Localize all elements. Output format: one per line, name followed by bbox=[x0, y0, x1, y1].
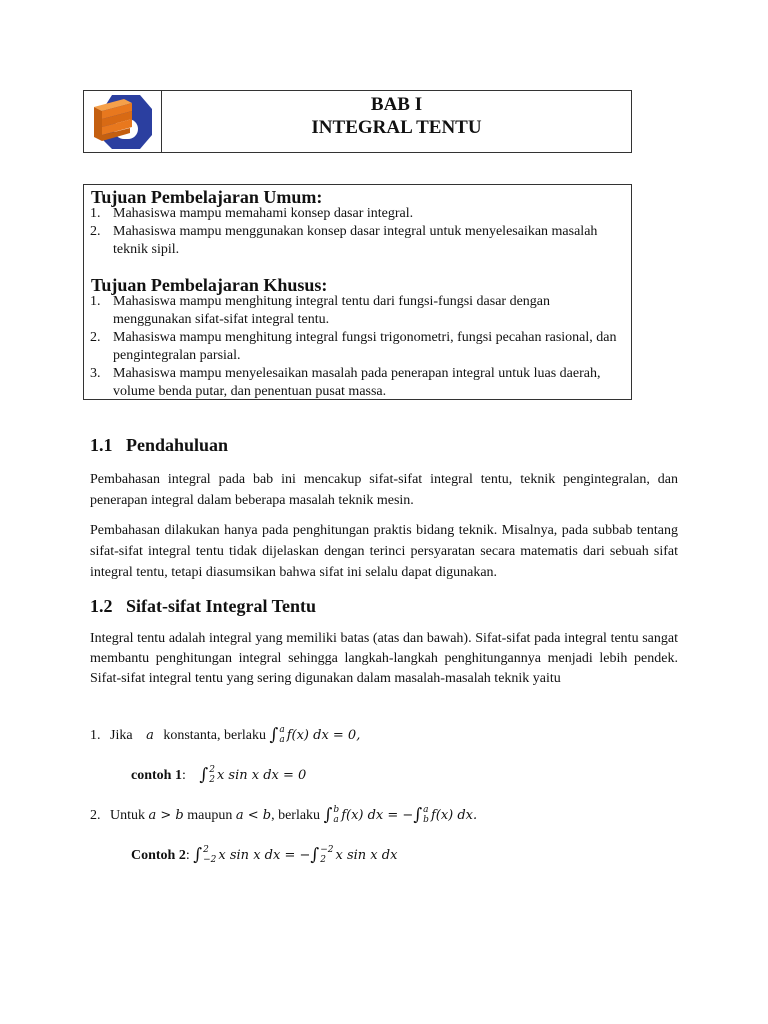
example-colon: : bbox=[185, 848, 190, 863]
paragraph: Pembahasan integral pada bab ini mencakup sifat-sifat integral tentu, teknik pengintegralan, dan penerapan integral dalam beberapa masalah teknik mesin. bbox=[90, 472, 678, 508]
integrand: f(x) dx = − bbox=[341, 808, 414, 823]
section-heading-sifat bbox=[90, 595, 316, 617]
section-title: Pendahuluan bbox=[126, 435, 229, 455]
lower-limit: 2 bbox=[320, 854, 326, 865]
integral-formula bbox=[323, 804, 478, 825]
integral-sign-icon: ∫ bbox=[199, 765, 209, 785]
specific-objectives-list bbox=[90, 293, 621, 401]
integral-sign-icon: ∫ bbox=[323, 805, 333, 825]
list-item bbox=[90, 329, 621, 365]
list-item bbox=[90, 365, 621, 401]
integral-formula bbox=[269, 724, 361, 745]
property-2 bbox=[90, 803, 477, 827]
integral-sign-icon: ∫ bbox=[310, 845, 320, 865]
lower-limit: 2 bbox=[209, 774, 215, 785]
item-text: Mahasiswa mampu menghitung integral fungsi trigonometri, fungsi pecahan rasional, dan pengintegralan parsial. bbox=[113, 330, 617, 363]
upper-limit: a bbox=[279, 724, 285, 735]
logo-cell bbox=[84, 91, 162, 152]
berlaku-text: , berlaku bbox=[271, 808, 321, 823]
lower-limit: −2 bbox=[203, 854, 217, 865]
list-item bbox=[90, 205, 621, 223]
integrand: x sin x dx = 0 bbox=[216, 768, 307, 783]
item-number: 1. bbox=[90, 294, 101, 309]
list-item bbox=[90, 293, 621, 329]
lower-limit: a bbox=[279, 734, 285, 745]
lower-limit: a bbox=[333, 814, 339, 825]
list-item bbox=[90, 223, 621, 259]
title-cell bbox=[162, 91, 631, 152]
condition-1: a > b bbox=[148, 808, 184, 823]
upper-limit: 2 bbox=[209, 764, 215, 775]
property-lead: Untuk bbox=[110, 808, 145, 823]
example-label: contoh 1 bbox=[131, 768, 182, 783]
paragraph: Integral tentu adalah integral yang memiliki batas (atas dan bawah). Sifat-sifat pada integral tentu sangat membantu penghitungan integral sehingga langkah-langkah penghitungannya menjadi lebih pendek. Sifat-sifat integral tentu yang sering digunakan dalam masalah-masalah teknik yaitu bbox=[90, 631, 678, 686]
property-condition: konstanta, berlaku bbox=[163, 728, 266, 743]
chapter-header bbox=[83, 90, 632, 153]
integral-sign-icon: ∫ bbox=[193, 845, 203, 865]
section-number: 1.2 bbox=[90, 596, 113, 616]
item-text: Mahasiswa mampu menggunakan konsep dasar integral untuk menyelesaikan masalah teknik sipil. bbox=[113, 224, 598, 257]
lower-limit: b bbox=[423, 814, 429, 825]
chapter-label: BAB I bbox=[370, 94, 423, 115]
maupun-text: maupun bbox=[187, 808, 233, 823]
example-colon: : bbox=[181, 768, 186, 783]
example-formula bbox=[199, 764, 307, 785]
property-1 bbox=[90, 723, 360, 747]
item-number: 3. bbox=[90, 366, 101, 381]
example-label: Contoh 2 bbox=[131, 848, 186, 863]
item-number: 2. bbox=[90, 330, 101, 345]
objectives-box bbox=[83, 184, 632, 400]
integrand: f(x) dx = 0, bbox=[286, 728, 361, 743]
general-objectives-list bbox=[90, 205, 621, 259]
example-1 bbox=[131, 763, 306, 787]
section-title: Sifat-sifat Integral Tentu bbox=[126, 596, 317, 616]
integral-sign-icon: ∫ bbox=[269, 725, 279, 745]
item-number: 1. bbox=[90, 206, 101, 221]
specific-objectives-heading: Tujuan Pembelajaran Khusus: bbox=[91, 275, 328, 295]
upper-limit: 2 bbox=[203, 844, 209, 855]
item-text: Mahasiswa mampu menghitung integral tentu dari fungsi-fungsi dasar dengan menggunakan sifat-sifat integral tentu. bbox=[113, 294, 551, 327]
item-text: Mahasiswa mampu memahami konsep dasar integral. bbox=[113, 206, 414, 221]
integrand: f(x) dx. bbox=[430, 808, 478, 823]
upper-limit: b bbox=[333, 804, 340, 815]
integrand: x sin x dx bbox=[335, 848, 398, 863]
section-heading-pendahuluan bbox=[90, 434, 228, 456]
section-number: 1.1 bbox=[90, 435, 113, 455]
integral-sign-icon: ∫ bbox=[413, 805, 423, 825]
example-2 bbox=[131, 843, 397, 867]
integrand: x sin x dx = − bbox=[218, 848, 311, 863]
chapter-title: INTEGRAL TENTU bbox=[311, 117, 482, 138]
paragraph: Pembahasan dilakukan hanya pada penghitungan praktis bidang teknik. Misalnya, pada subbab tentang sifat-sifat integral tentu tidak dijelaskan dengan terinci persyaratan secara matematis dari sebuah sifat integral tentu, tetapi diasumsikan bahwa sifat ini selalu dapat digunakan. bbox=[90, 523, 678, 580]
item-number: 2. bbox=[90, 224, 101, 239]
example-formula bbox=[193, 844, 398, 865]
property-number: 1. bbox=[90, 728, 101, 743]
item-text: Mahasiswa mampu menyelesaikan masalah pada penerapan integral untuk luas daerah, volume benda putar, dan penentuan pusat massa. bbox=[113, 366, 601, 399]
upper-limit: −2 bbox=[320, 844, 334, 855]
general-objectives-heading: Tujuan Pembelajaran Umum: bbox=[91, 187, 323, 207]
institution-logo bbox=[90, 91, 154, 152]
property-number: 2. bbox=[90, 808, 101, 823]
variable-a: a bbox=[146, 728, 154, 743]
property-lead: Jika bbox=[110, 728, 133, 743]
upper-limit: a bbox=[423, 804, 429, 815]
condition-2: a < b bbox=[235, 808, 272, 823]
